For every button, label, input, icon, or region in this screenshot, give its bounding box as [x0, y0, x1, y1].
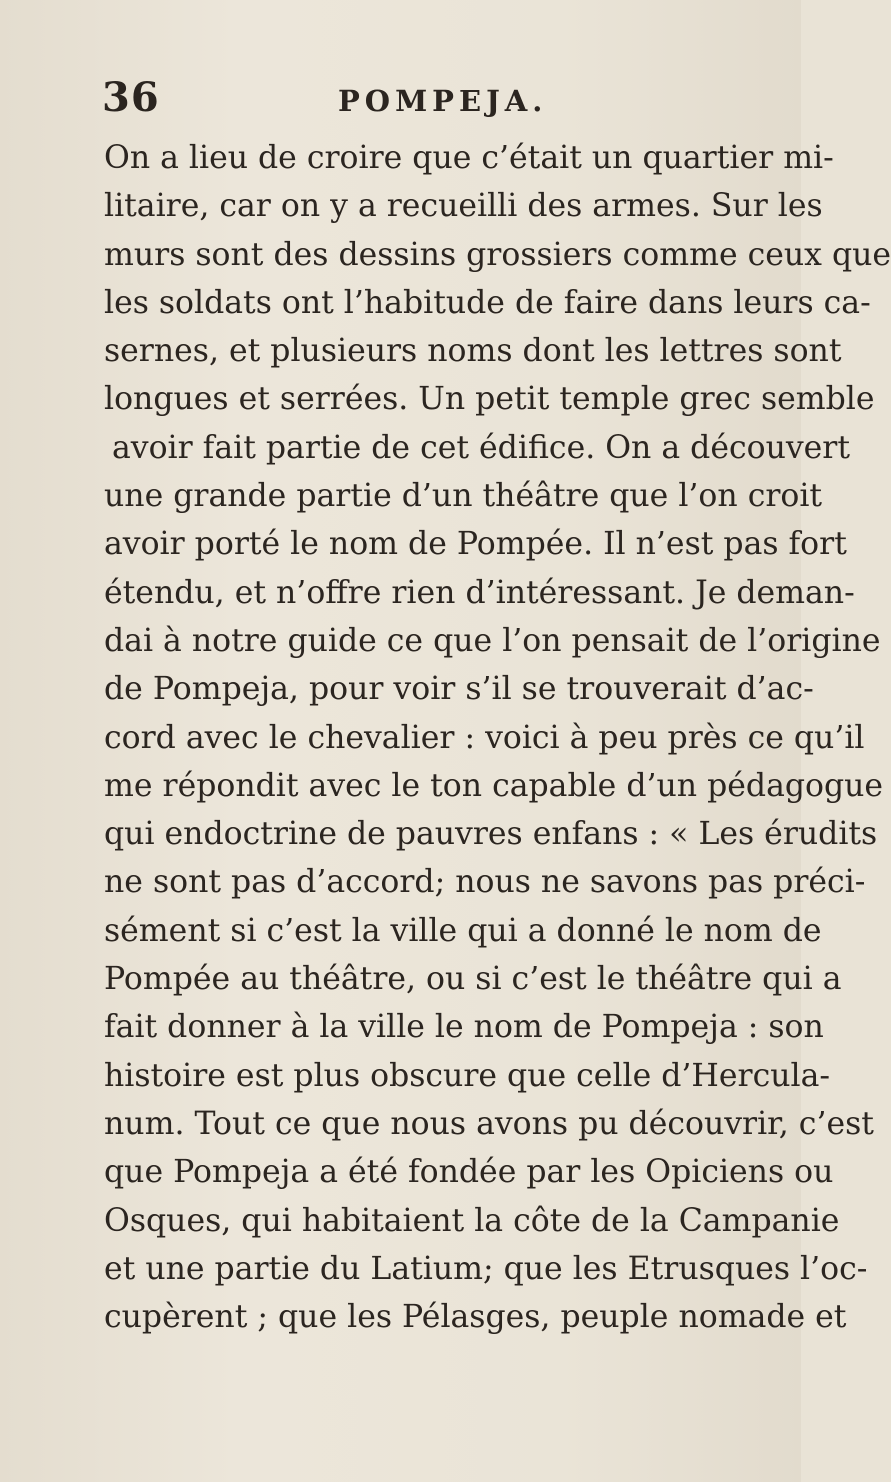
text-line: qui endoctrine de pauvres enfans : « Les érudits — [104, 816, 878, 853]
text-line: et une partie du Latium; que les Etrusques l’oc- — [104, 1250, 868, 1287]
text-line: étendu, et n’offre rien d’intéressant. Je deman- — [104, 574, 855, 611]
text-line: de Pompeja, pour voir s’il se trouverait d’ac- — [104, 671, 814, 708]
text-line: Pompée au théâtre, ou si c’est le théâtre qui a — [104, 961, 842, 998]
text-line: ne sont pas d’accord; nous ne savons pas préci- — [104, 864, 866, 901]
text-line: num. Tout ce que nous avons pu découvrir, c’est — [104, 1105, 874, 1142]
running-title: POMPEJA. — [338, 84, 548, 118]
page-number: 36 — [102, 74, 160, 121]
text-line: une grande partie d’un théâtre que l’on croit — [104, 478, 823, 515]
text-line: avoir porté le nom de Pompée. Il n’est pas fort — [104, 526, 847, 563]
text-line: avoir fait partie de cet édifice. On a découvert — [112, 429, 851, 466]
text-line: Osques, qui habitaient la côte de la Campanie — [104, 1202, 840, 1239]
text-line: fait donner à la ville le nom de Pompeja : son — [104, 1009, 824, 1046]
text-line: me répondit avec le ton capable d’un pédagogue — [104, 767, 884, 804]
text-line: sément si c’est la ville qui a donné le nom de — [104, 912, 822, 949]
text-line: On a lieu de croire que c’était un quartier mi- — [104, 140, 834, 176]
text-line: cord avec le chevalier : voici à peu près ce qu’il — [104, 719, 865, 756]
text-line: histoire est plus obscure que celle d’Hercula- — [104, 1057, 831, 1094]
text-line: dai à notre guide ce que l’on pensait de l’origine — [104, 622, 881, 659]
text-line: les soldats ont l’habitude de faire dans leurs ca- — [104, 284, 871, 321]
text-line: litaire, car on y a recueilli des armes. Sur les — [104, 188, 823, 225]
body-text — [104, 134, 891, 1341]
text-line: longues et serrées. Un petit temple grec semble — [104, 381, 875, 418]
page-header — [102, 74, 742, 124]
text-line: cupèrent ; que les Pélasges, peuple nomade et — [104, 1299, 847, 1336]
text-line: murs sont des dessins grossiers comme ceux que — [104, 236, 891, 273]
text-line: que Pompeja a été fondée par les Opiciens ou — [104, 1154, 834, 1191]
text-line: sernes, et plusieurs noms dont les lettres sont — [104, 333, 842, 370]
